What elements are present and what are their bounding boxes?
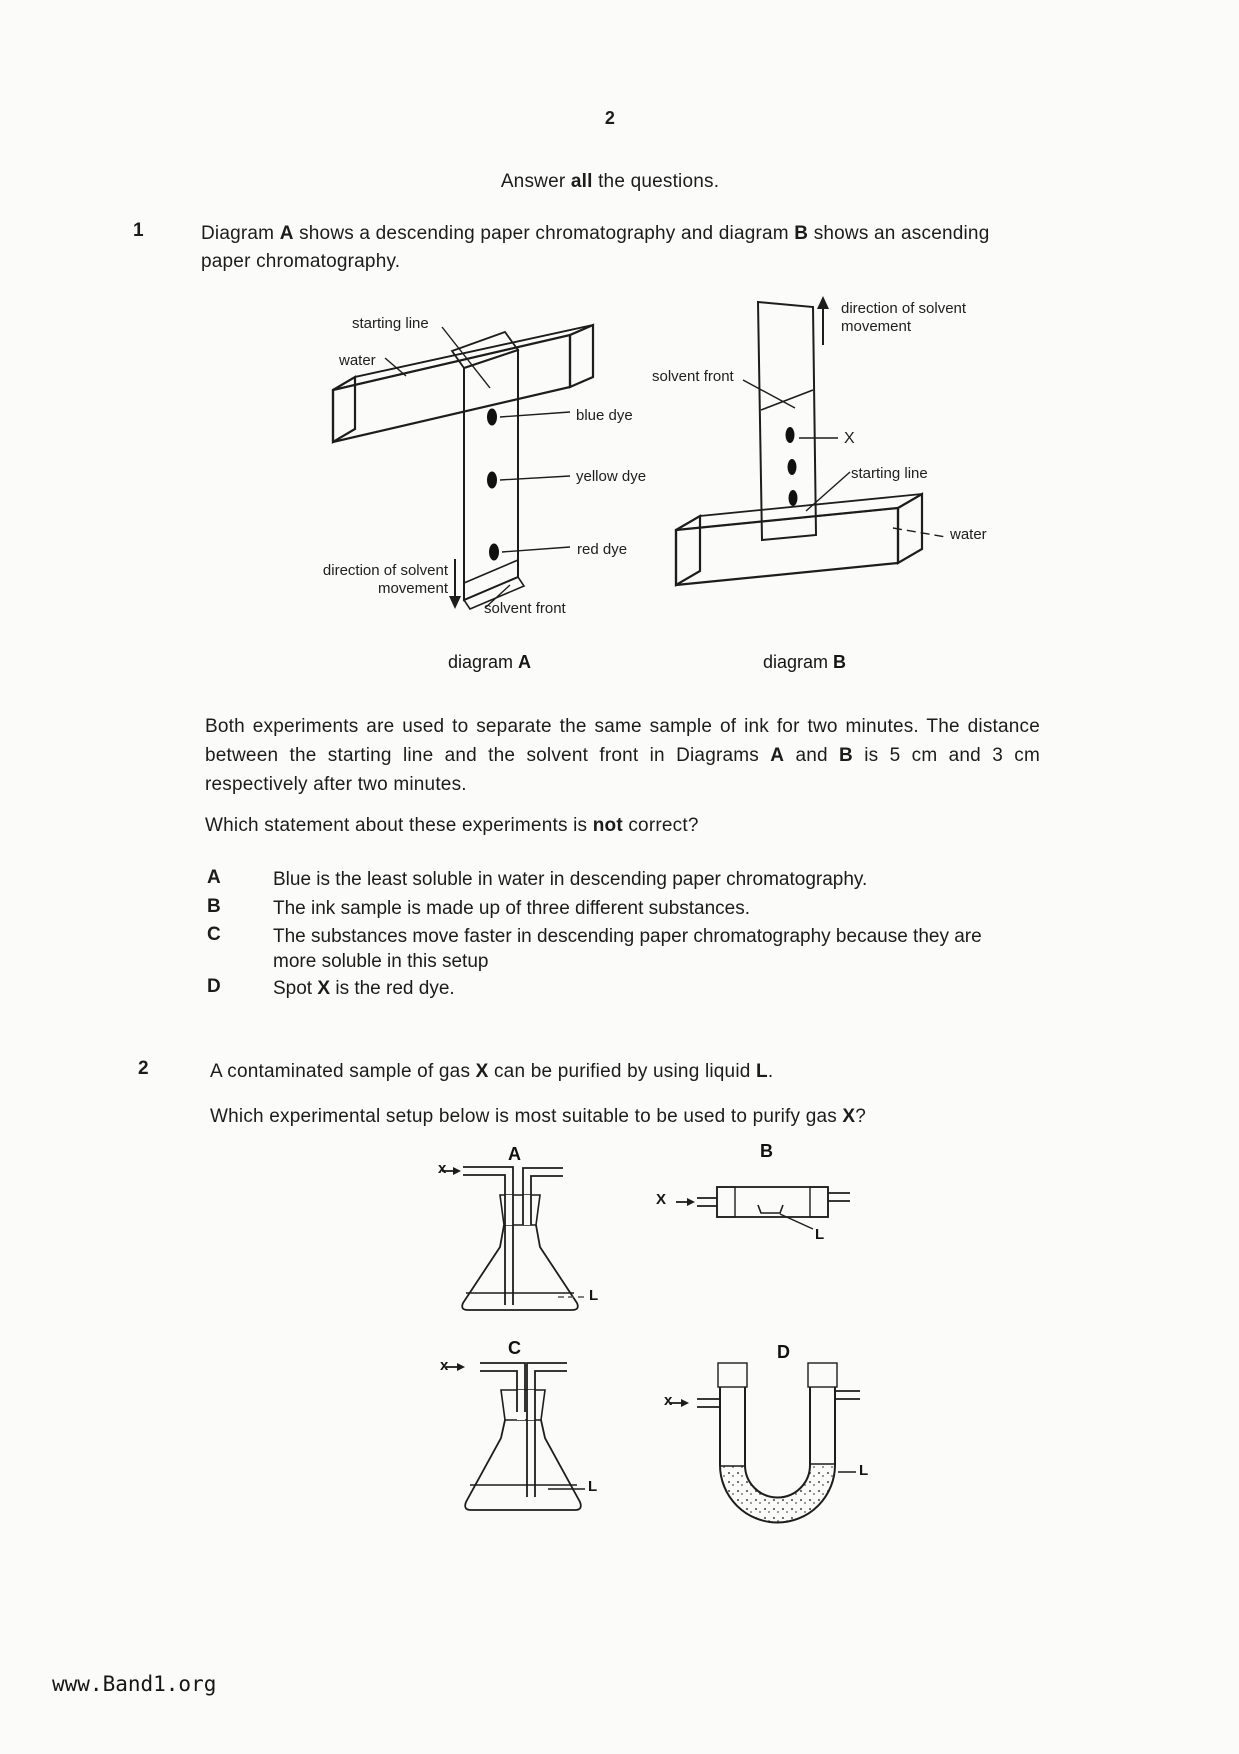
gas-x-label-b: X — [656, 1191, 667, 1208]
boat-b — [758, 1205, 783, 1213]
setup-a-label: A — [508, 1144, 521, 1164]
liquid-l-label-d: L — [859, 1462, 869, 1479]
q1-text: Diagram A shows a descending paper chromatography and diagram B shows an ascending paper chromatography. — [201, 223, 990, 272]
q1-question: Which statement about these experiments is not correct? — [205, 815, 699, 836]
label-starting-line-b: starting line — [851, 465, 928, 482]
option-d-text: Spot X is the red dye. — [273, 978, 455, 999]
label-spot-x: X — [844, 430, 855, 447]
spot-x — [786, 427, 795, 443]
diagram-a-dye-spots — [487, 409, 499, 561]
solvent-front-line-b — [761, 390, 813, 410]
label-water-b: water — [950, 526, 987, 543]
gas-x-label-c: x — [440, 1357, 449, 1374]
gas-arrow-c — [457, 1363, 465, 1371]
gas-x-label-a: x — [438, 1160, 447, 1177]
q1-paragraph: Both experiments are used to separate the same sample of ink for two minutes. The distance between the starting line and the solvent front in Diagrams A and B is 5 cm and 3 cm respectively after two minutes. — [205, 716, 1040, 795]
stopper-d-right — [808, 1363, 837, 1387]
label-direction-a: direction of solvent movement — [322, 562, 448, 597]
option-b-text: The ink sample is made up of three different substances. — [273, 898, 751, 919]
red-dye-spot — [489, 544, 499, 561]
liquid-l-label-c: L — [588, 1478, 598, 1495]
q1-number: 1 — [133, 220, 144, 241]
option-d-letter: D — [207, 976, 221, 997]
flask-c — [465, 1420, 581, 1510]
stopper-b-right — [810, 1187, 828, 1217]
gas-arrow-b — [687, 1198, 695, 1206]
diagram-b-dye-spots — [786, 427, 798, 506]
yellow-dye-spot — [487, 472, 497, 489]
gas-x-label-d: x — [664, 1392, 673, 1409]
liquid-l-label-a: L — [589, 1287, 599, 1304]
direction-arrow-down-a — [449, 559, 461, 609]
stopper-d-left — [718, 1363, 747, 1387]
label-solvent-front-a: solvent front — [484, 600, 566, 617]
diagram-b-tray — [676, 494, 922, 585]
setup-c-label: C — [508, 1338, 521, 1358]
label-solvent-front-b: solvent front — [652, 368, 734, 385]
gas-arrow-d — [681, 1399, 689, 1407]
direction-arrow-up-b — [817, 296, 829, 345]
setup-b-apparatus — [676, 1187, 850, 1229]
label-blue-dye: blue dye — [576, 407, 633, 424]
diagram-a-paper-strip — [452, 332, 524, 609]
caption-diagram-a: diagram A — [448, 652, 532, 672]
option-a-letter: A — [207, 867, 221, 888]
u-tube-inner — [745, 1387, 810, 1498]
setup-a-apparatus — [442, 1167, 584, 1310]
q2-question: Which experimental setup below is most suitable to be used to purify gas X? — [210, 1106, 867, 1127]
liquid-d — [720, 1465, 835, 1523]
setup-c-apparatus — [446, 1363, 585, 1510]
q2-text: A contaminated sample of gas X can be purified by using liquid L. — [210, 1061, 774, 1082]
label-yellow-dye: yellow dye — [576, 468, 647, 485]
setup-b-label: B — [760, 1141, 773, 1161]
label-starting-line-a: starting line — [352, 315, 429, 332]
option-a-text: Blue is the least soluble in water in descending paper chromatography. — [273, 869, 868, 890]
setup-d-apparatus — [670, 1363, 860, 1523]
option-b-letter: B — [207, 896, 221, 917]
label-water-a: water — [339, 352, 376, 369]
diagram-b-paper-strip — [758, 302, 816, 540]
stopper-b-left — [717, 1187, 735, 1217]
q2-number: 2 — [138, 1058, 149, 1079]
instruction: Answer all the questions. — [500, 171, 720, 192]
option-c-letter: C — [207, 924, 221, 945]
caption-diagram-b: diagram B — [763, 652, 847, 672]
page-number: 2 — [604, 108, 616, 128]
liquid-l-label-b: L — [815, 1226, 825, 1243]
gas-arrow-a — [453, 1167, 461, 1175]
outlet-tube-c — [527, 1363, 567, 1497]
blue-dye-spot — [487, 409, 497, 426]
option-c-text: The substances move faster in descending paper chromatography because they are more soluble in this setup — [273, 926, 982, 972]
label-direction-b: direction of solvent movement — [841, 300, 967, 335]
label-red-dye: red dye — [577, 541, 628, 558]
figure-setups — [430, 1155, 890, 1550]
setup-d-label: D — [777, 1342, 790, 1362]
footer-url: www.Band1.org — [52, 1672, 217, 1696]
